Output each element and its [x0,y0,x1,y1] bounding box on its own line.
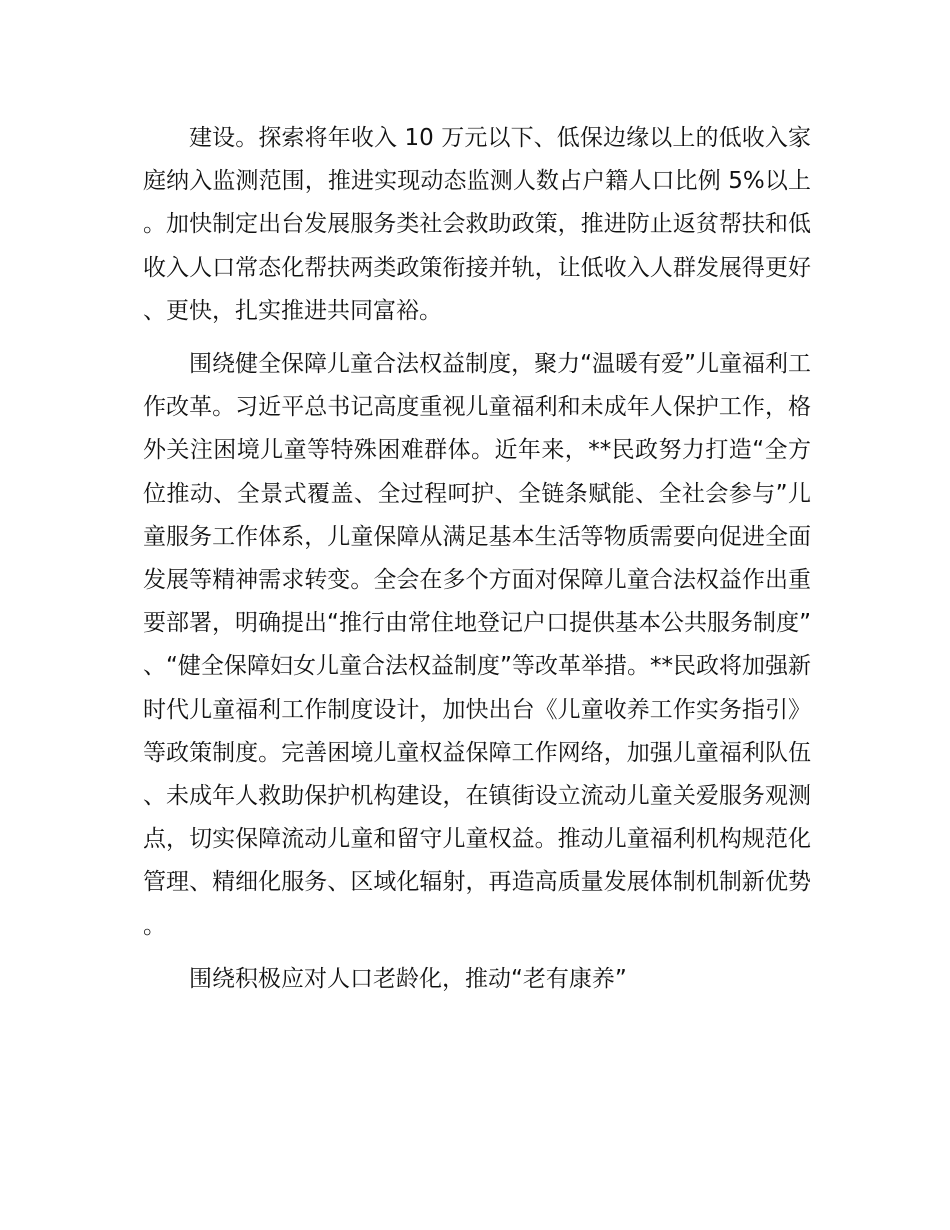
paragraph-1: 建设。探索将年收入 10 万元以下、低保边缘以上的低收入家庭纳入监测范围，推进实现动态监测人数占户籍人口比例 5%以上。加快制定出台发展服务类社会救助政策，推进防止返贫帮扶和低收入人口常态化帮扶两类政策衔接并轨，让低收入人群发展得更好、更快，扎实推进共同富裕。 [143,125,811,324]
paragraph-2: 围绕健全保障儿童合法权益制度，聚力“温暖有爱”儿童福利工作改革。习近平总书记高度重视儿童福利和未成年人保护工作，格外关注困境儿童等特殊困难群体。近年来，**民政努力打造“全方位推动、全景式覆盖、全过程呵护、全链条赋能、全社会参与”儿童服务工作体系，儿童保障从满足基本生活等物质需要向促进全面发展等精神需求转变。全会在多个方面对保障儿童合法权益作出重要部署，明确提出“推行由常住地登记户口提供基本公共服务制度”、“健全保障妇女儿童合法权益制度”等改革举措。**民政将加强新时代儿童福利工作制度设计，加快出台《儿童收养工作实务指引》等政策制度。完善困境儿童权益保障工作网络，加强儿童福利队伍、未成年人救助保护机构建设，在镇街设立流动儿童关爱服务观测点，切实保障流动儿童和留守儿童权益。推动儿童福利机构规范化管理、精细化服务、区域化辐射，再造高质量发展体制机制新优势。 [143,351,811,939]
paragraph-3: 围绕积极应对人口老龄化，推动“老有康养” [189,965,627,992]
document-body [143,117,811,1011]
